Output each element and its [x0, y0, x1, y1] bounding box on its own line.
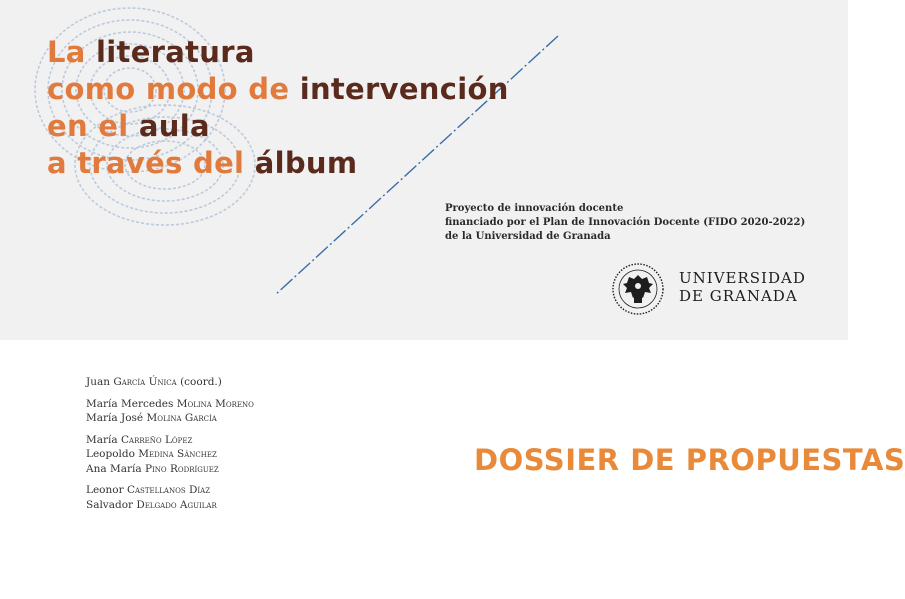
author-group — [86, 397, 254, 426]
university-name: UNIVERSIDAD DE GRANADA — [679, 269, 806, 305]
author-name: María José Molina García — [86, 412, 217, 424]
author-name: María Carreño López — [86, 433, 193, 446]
author-name: Salvador Delgado Aguilar — [86, 498, 217, 511]
author-name: Leopoldo Medina Sánchez — [86, 448, 217, 460]
authors-list — [86, 375, 254, 519]
project-line-1: Proyecto de innovación docente — [445, 203, 624, 214]
author-group — [86, 483, 254, 512]
author-name: María Mercedes Molina Moreno — [86, 397, 254, 410]
title-line-2: como modo de intervención — [47, 72, 509, 106]
author-group — [86, 433, 254, 477]
title-line-3: en el aula — [47, 109, 210, 143]
author-name: Leonor Castellanos Díaz — [86, 484, 211, 496]
author-group — [86, 375, 254, 390]
title-line-4: a través del álbum — [47, 146, 358, 180]
dossier-heading: DOSSIER DE PROPUESTAS — [474, 443, 905, 477]
project-line-3: de la Universidad de Granada — [445, 231, 611, 242]
project-line-2: financiado por el Plan de Innovación Docente (FIDO 2020-2022) — [445, 217, 806, 228]
university-seal-icon — [611, 262, 665, 316]
author-name: Ana María Pino Rodríguez — [86, 462, 219, 475]
title-line-1: La literatura — [47, 35, 255, 69]
project-info — [445, 202, 805, 244]
author-name: Juan García Única (coord.) — [86, 376, 222, 388]
book-title — [47, 34, 509, 182]
